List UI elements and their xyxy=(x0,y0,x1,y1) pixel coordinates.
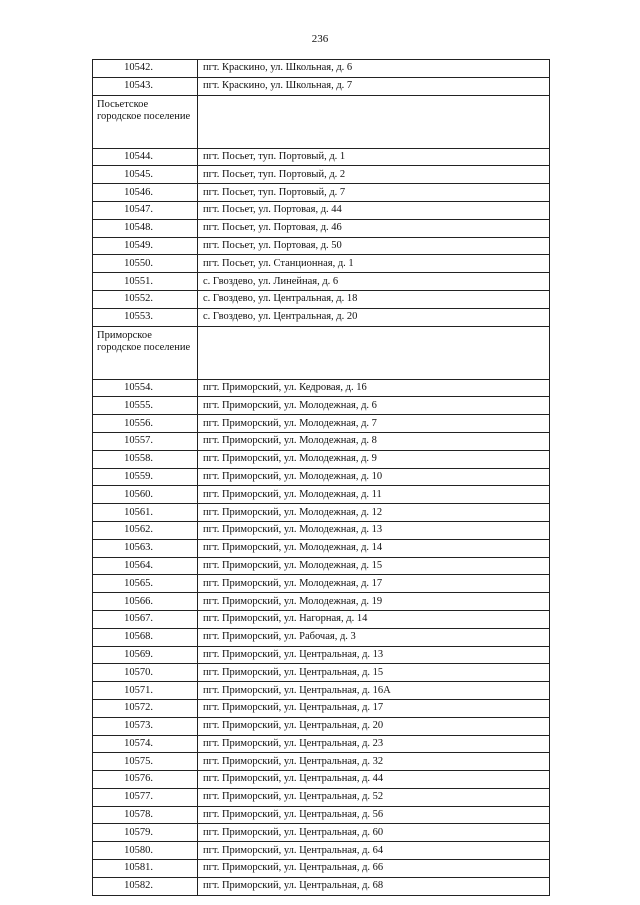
row-address: пгт. Краскино, ул. Школьная, д. 7 xyxy=(198,77,550,95)
table-row xyxy=(93,717,550,735)
table-row xyxy=(93,877,550,895)
row-address: пгт. Приморский, ул. Центральная, д. 52 xyxy=(198,788,550,806)
table-row xyxy=(93,521,550,539)
row-address: пгт. Приморский, ул. Молодежная, д. 15 xyxy=(198,557,550,575)
row-number: 10571. xyxy=(93,682,198,700)
row-number: 10579. xyxy=(93,824,198,842)
table-row xyxy=(93,664,550,682)
table-row xyxy=(93,593,550,611)
row-number: 10554. xyxy=(93,379,198,397)
row-address: пгт. Посьет, туп. Портовый, д. 2 xyxy=(198,166,550,184)
table-row xyxy=(93,201,550,219)
table-row xyxy=(93,148,550,166)
row-address: пгт. Приморский, ул. Рабочая, д. 3 xyxy=(198,628,550,646)
row-number: 10553. xyxy=(93,308,198,326)
row-address: пгт. Приморский, ул. Центральная, д. 56 xyxy=(198,806,550,824)
row-address: пгт. Приморский, ул. Центральная, д. 15 xyxy=(198,664,550,682)
row-number: 10566. xyxy=(93,593,198,611)
row-number: 10549. xyxy=(93,237,198,255)
row-address: пгт. Приморский, ул. Кедровая, д. 16 xyxy=(198,379,550,397)
row-address: пгт. Приморский, ул. Центральная, д. 32 xyxy=(198,753,550,771)
table-row xyxy=(93,824,550,842)
table-row xyxy=(93,610,550,628)
row-address: пгт. Приморский, ул. Молодежная, д. 8 xyxy=(198,432,550,450)
row-address: пгт. Посьет, туп. Портовый, д. 1 xyxy=(198,148,550,166)
table-row xyxy=(93,575,550,593)
row-number: 10550. xyxy=(93,255,198,273)
row-address: пгт. Приморский, ул. Центральная, д. 64 xyxy=(198,842,550,860)
table-row xyxy=(93,308,550,326)
row-address: пгт. Приморский, ул. Центральная, д. 68 xyxy=(198,877,550,895)
table-row xyxy=(93,273,550,291)
table-row xyxy=(93,237,550,255)
table-row xyxy=(93,788,550,806)
row-address: пгт. Приморский, ул. Центральная, д. 23 xyxy=(198,735,550,753)
row-address: пгт. Приморский, ул. Молодежная, д. 6 xyxy=(198,397,550,415)
row-number: 10568. xyxy=(93,628,198,646)
row-address: пгт. Приморский, ул. Молодежная, д. 19 xyxy=(198,593,550,611)
row-number: 10577. xyxy=(93,788,198,806)
table-row xyxy=(93,166,550,184)
row-number: 10564. xyxy=(93,557,198,575)
section-row xyxy=(93,95,550,148)
address-registry-table xyxy=(92,59,550,896)
row-number: 10544. xyxy=(93,148,198,166)
row-number: 10558. xyxy=(93,450,198,468)
row-number: 10575. xyxy=(93,753,198,771)
row-number: 10574. xyxy=(93,735,198,753)
table-row xyxy=(93,290,550,308)
table-row xyxy=(93,219,550,237)
row-address: пгт. Посьет, ул. Портовая, д. 46 xyxy=(198,219,550,237)
row-number: 10556. xyxy=(93,415,198,433)
row-number: 10548. xyxy=(93,219,198,237)
row-number: 10562. xyxy=(93,521,198,539)
row-address: пгт. Приморский, ул. Молодежная, д. 9 xyxy=(198,450,550,468)
row-address: пгт. Приморский, ул. Молодежная, д. 11 xyxy=(198,486,550,504)
table-row xyxy=(93,699,550,717)
row-number: 10576. xyxy=(93,771,198,789)
row-number: 10552. xyxy=(93,290,198,308)
row-address: пгт. Приморский, ул. Молодежная, д. 10 xyxy=(198,468,550,486)
row-number: 10555. xyxy=(93,397,198,415)
row-number: 10572. xyxy=(93,699,198,717)
row-number: 10573. xyxy=(93,717,198,735)
table-row xyxy=(93,860,550,878)
table-row xyxy=(93,771,550,789)
row-number: 10578. xyxy=(93,806,198,824)
row-number: 10546. xyxy=(93,184,198,202)
row-address: с. Гвоздево, ул. Центральная, д. 20 xyxy=(198,308,550,326)
row-number: 10581. xyxy=(93,860,198,878)
row-number: 10543. xyxy=(93,77,198,95)
row-number: 10567. xyxy=(93,610,198,628)
row-address: пгт. Приморский, ул. Молодежная, д. 12 xyxy=(198,504,550,522)
row-address: пгт. Приморский, ул. Центральная, д. 66 xyxy=(198,860,550,878)
table-row xyxy=(93,77,550,95)
section-empty-cell xyxy=(198,95,550,148)
table-row xyxy=(93,504,550,522)
row-number: 10542. xyxy=(93,60,198,78)
row-number: 10551. xyxy=(93,273,198,291)
table-row xyxy=(93,539,550,557)
row-number: 10565. xyxy=(93,575,198,593)
table-row xyxy=(93,753,550,771)
row-address: пгт. Приморский, ул. Центральная, д. 13 xyxy=(198,646,550,664)
table-row xyxy=(93,184,550,202)
table-row xyxy=(93,468,550,486)
section-row xyxy=(93,326,550,379)
table-row xyxy=(93,646,550,664)
table-row xyxy=(93,628,550,646)
row-address: пгт. Приморский, ул. Центральная, д. 17 xyxy=(198,699,550,717)
row-number: 10560. xyxy=(93,486,198,504)
table-row xyxy=(93,60,550,78)
table-row xyxy=(93,486,550,504)
table-row xyxy=(93,432,550,450)
row-address: пгт. Приморский, ул. Центральная, д. 20 xyxy=(198,717,550,735)
row-address: пгт. Приморский, ул. Центральная, д. 44 xyxy=(198,771,550,789)
row-address: пгт. Приморский, ул. Молодежная, д. 17 xyxy=(198,575,550,593)
section-empty-cell xyxy=(198,326,550,379)
row-number: 10561. xyxy=(93,504,198,522)
table-row xyxy=(93,255,550,273)
table-row xyxy=(93,397,550,415)
row-address: пгт. Приморский, ул. Центральная, д. 16А xyxy=(198,682,550,700)
row-number: 10582. xyxy=(93,877,198,895)
row-address: пгт. Посьет, ул. Портовая, д. 50 xyxy=(198,237,550,255)
row-address: пгт. Приморский, ул. Нагорная, д. 14 xyxy=(198,610,550,628)
table-row xyxy=(93,557,550,575)
row-number: 10557. xyxy=(93,432,198,450)
row-address: с. Гвоздево, ул. Линейная, д. 6 xyxy=(198,273,550,291)
table-row xyxy=(93,415,550,433)
row-number: 10545. xyxy=(93,166,198,184)
row-address: с. Гвоздево, ул. Центральная, д. 18 xyxy=(198,290,550,308)
registry-body xyxy=(93,60,550,896)
row-number: 10559. xyxy=(93,468,198,486)
row-address: пгт. Приморский, ул. Молодежная, д. 13 xyxy=(198,521,550,539)
section-name: Приморское городское поселение xyxy=(93,326,198,379)
row-address: пгт. Приморский, ул. Молодежная, д. 7 xyxy=(198,415,550,433)
row-address: пгт. Приморский, ул. Центральная, д. 60 xyxy=(198,824,550,842)
row-address: пгт. Посьет, ул. Станционная, д. 1 xyxy=(198,255,550,273)
section-name: Посьетское городское поселение xyxy=(93,95,198,148)
row-address: пгт. Краскино, ул. Школьная, д. 6 xyxy=(198,60,550,78)
row-address: пгт. Посьет, туп. Портовый, д. 7 xyxy=(198,184,550,202)
row-number: 10570. xyxy=(93,664,198,682)
table-row xyxy=(93,842,550,860)
row-number: 10580. xyxy=(93,842,198,860)
row-address: пгт. Посьет, ул. Портовая, д. 44 xyxy=(198,201,550,219)
row-number: 10547. xyxy=(93,201,198,219)
table-row xyxy=(93,735,550,753)
row-number: 10569. xyxy=(93,646,198,664)
table-row xyxy=(93,682,550,700)
table-row xyxy=(93,379,550,397)
row-number: 10563. xyxy=(93,539,198,557)
page-number: 236 xyxy=(311,33,329,45)
row-address: пгт. Приморский, ул. Молодежная, д. 14 xyxy=(198,539,550,557)
table-row xyxy=(93,806,550,824)
table-row xyxy=(93,450,550,468)
